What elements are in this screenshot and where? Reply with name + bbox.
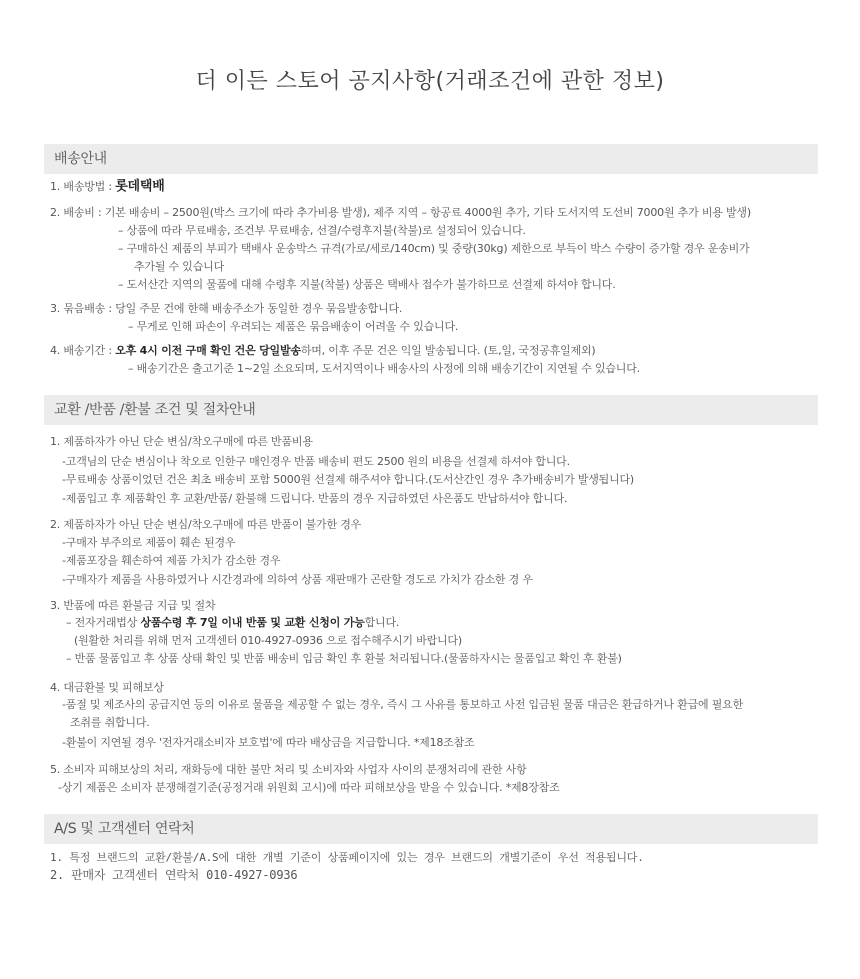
- returns-s2-title: 2. 제품하자가 아닌 단순 변심/착오구매에 따른 반품이 불가한 경우: [50, 518, 362, 531]
- shipping-fee-line-1: 2. 배송비 : 기본 배송비 – 2500원(박스 크기에 따라 추가비용 발생), 제주 지역 – 항공료 4000원 추가, 기타 도서지역 도선비 7000원 추가 비용 발생): [50, 206, 751, 219]
- returns-s4-item-c: -환불이 지연될 경우 '전자거래소비자 보호법'에 따라 배상금을 지급합니다. *제18조참조: [62, 736, 475, 749]
- returns-s3-item-a-post: 합니다.: [364, 616, 400, 629]
- section-header-returns: 교환 /반품 /환불 조건 및 절차안내: [44, 395, 818, 425]
- shipping-method-value: 롯데택배: [115, 179, 165, 194]
- bundle-shipping-line-1: 3. 묶음배송 : 당일 주문 건에 한해 배송주소가 동일한 경우 묶음발송합니다.: [50, 302, 403, 315]
- shipping-period-rest: 하며, 이후 주문 건은 익일 발송됩니다. (토,일, 국정공휴일제외): [300, 344, 596, 357]
- returns-s2-item-c: -구매자가 제품을 사용하였거나 시간경과에 의하여 상품 재판매가 곤란할 경도로 가치가 감소한 경 우: [62, 573, 533, 586]
- returns-s2-item-b: -제품포장을 훼손하여 제품 가치가 감소한 경우: [62, 554, 281, 567]
- returns-s4-item-b: 조취를 취합니다.: [70, 716, 150, 729]
- shipping-period-label: 4. 배송기간 :: [50, 344, 116, 357]
- page-title: 더 이든 스토어 공지사항(거래조건에 관한 정보): [195, 69, 665, 94]
- shipping-fee-line-4: 추가될 수 있습니다: [134, 260, 225, 273]
- returns-s2-item-a: -구매자 부주의로 제품이 훼손 된경우: [62, 536, 236, 549]
- returns-s3-item-a: [66, 615, 860, 631]
- shipping-period-highlight: 오후 4시 이전 구매 확인 건은 당일발송: [115, 344, 301, 357]
- returns-s3-title: 3. 반품에 따른 환불금 지급 및 절차: [50, 599, 216, 612]
- shipping-period-line-1: [50, 343, 850, 359]
- returns-s3-item-c: – 반품 물품입고 후 상품 상태 확인 및 반품 배송비 입금 확인 후 환불 처리됩니다.(물품하자시는 물품입고 확인 후 환불): [66, 652, 622, 665]
- returns-s5-item-a: -상기 제품은 소비자 분쟁해결기준(공정거래 위원회 고시)에 따라 피해보상을 받을 수 있습니다. *제8장참조: [58, 781, 560, 794]
- returns-s3-item-a-highlight: 상품수령 후 7일 이내 반품 및 교환 신청이 가능: [140, 616, 365, 629]
- returns-s4-item-a: -품절 및 제조사의 공급지연 등의 이유로 물품을 제공할 수 없는 경우, 즉시 그 사유를 통보하고 사전 입금된 물품 대금은 환급하거나 환급에 필요한: [62, 698, 743, 711]
- shipping-fee-line-3: – 구매하신 제품의 부피가 택배사 운송박스 규격(가로/세로/140cm) 및 중량(30kg) 제한으로 부득이 박스 수량이 증가할 경우 운송비가: [118, 242, 750, 255]
- shipping-fee-line-5: – 도서산간 지역의 물품에 대해 수령후 지불(착불) 상품은 택배사 접수가 불가하므로 선결제 하셔야 합니다.: [118, 278, 616, 291]
- returns-s1-title: 1. 제품하자가 아닌 단순 변심/착오구매에 따른 반품비용: [50, 435, 313, 448]
- as-line-2: 2. 판매자 고객센터 연락처 010-4927-0936: [50, 868, 298, 882]
- shipping-method: [50, 179, 850, 195]
- shipping-fee-line-2: – 상품에 따라 무료배송, 조건부 무료배송, 선결/수령후지불(착불)로 설정되어 있습니다.: [118, 224, 526, 237]
- section-header-shipping: 배송안내: [44, 144, 818, 174]
- returns-s5-title: 5. 소비자 피해보상의 처리, 재화등에 대한 불만 처리 및 소비자와 사업자 사이의 분쟁처리에 관한 사항: [50, 763, 527, 776]
- returns-s1-item-a: -고객님의 단순 변심이나 착오로 인한구 매인경우 반품 배송비 편도 2500 원의 비용을 선결제 하셔야 합니다.: [62, 455, 570, 468]
- shipping-period-line-2: – 배송기간은 출고기준 1~2일 소요되며, 도서지역이나 배송사의 사정에 의해 배송기간이 지연될 수 있습니다.: [128, 362, 640, 375]
- returns-s4-title: 4. 대금환불 및 피해보상: [50, 681, 164, 694]
- returns-s1-item-c: -제품입고 후 제품확인 후 교환/반품/ 환불해 드립니다. 반품의 경우 지급하였던 사은품도 반납하셔야 합니다.: [62, 492, 568, 505]
- section-header-as: A/S 및 고객센터 연락처: [44, 814, 818, 844]
- bundle-shipping-line-2: – 무게로 인해 파손이 우려되는 제품은 묶음배송이 어려울 수 있습니다.: [128, 320, 459, 333]
- returns-s3-item-a-pre: – 전자거래법상: [66, 616, 141, 629]
- as-line-1: 1. 특정 브랜드의 교환/환불/A.S에 대한 개별 기준이 상품페이지에 있는 경우 브랜드의 개별기준이 우선 적용됩니다.: [50, 851, 644, 864]
- returns-s1-item-b: -무료배송 상품이었던 건은 최초 배송비 포함 5000원 선결제 해주셔야 합니다.(도서산간인 경우 추가배송비가 발생됩니다): [62, 473, 635, 486]
- shipping-method-label: 1. 배송방법 :: [50, 180, 116, 193]
- returns-s3-item-b: (원활한 처리를 위해 먼저 고객센터 010-4927-0936 으로 접수해주시기 바랍니다): [74, 634, 462, 647]
